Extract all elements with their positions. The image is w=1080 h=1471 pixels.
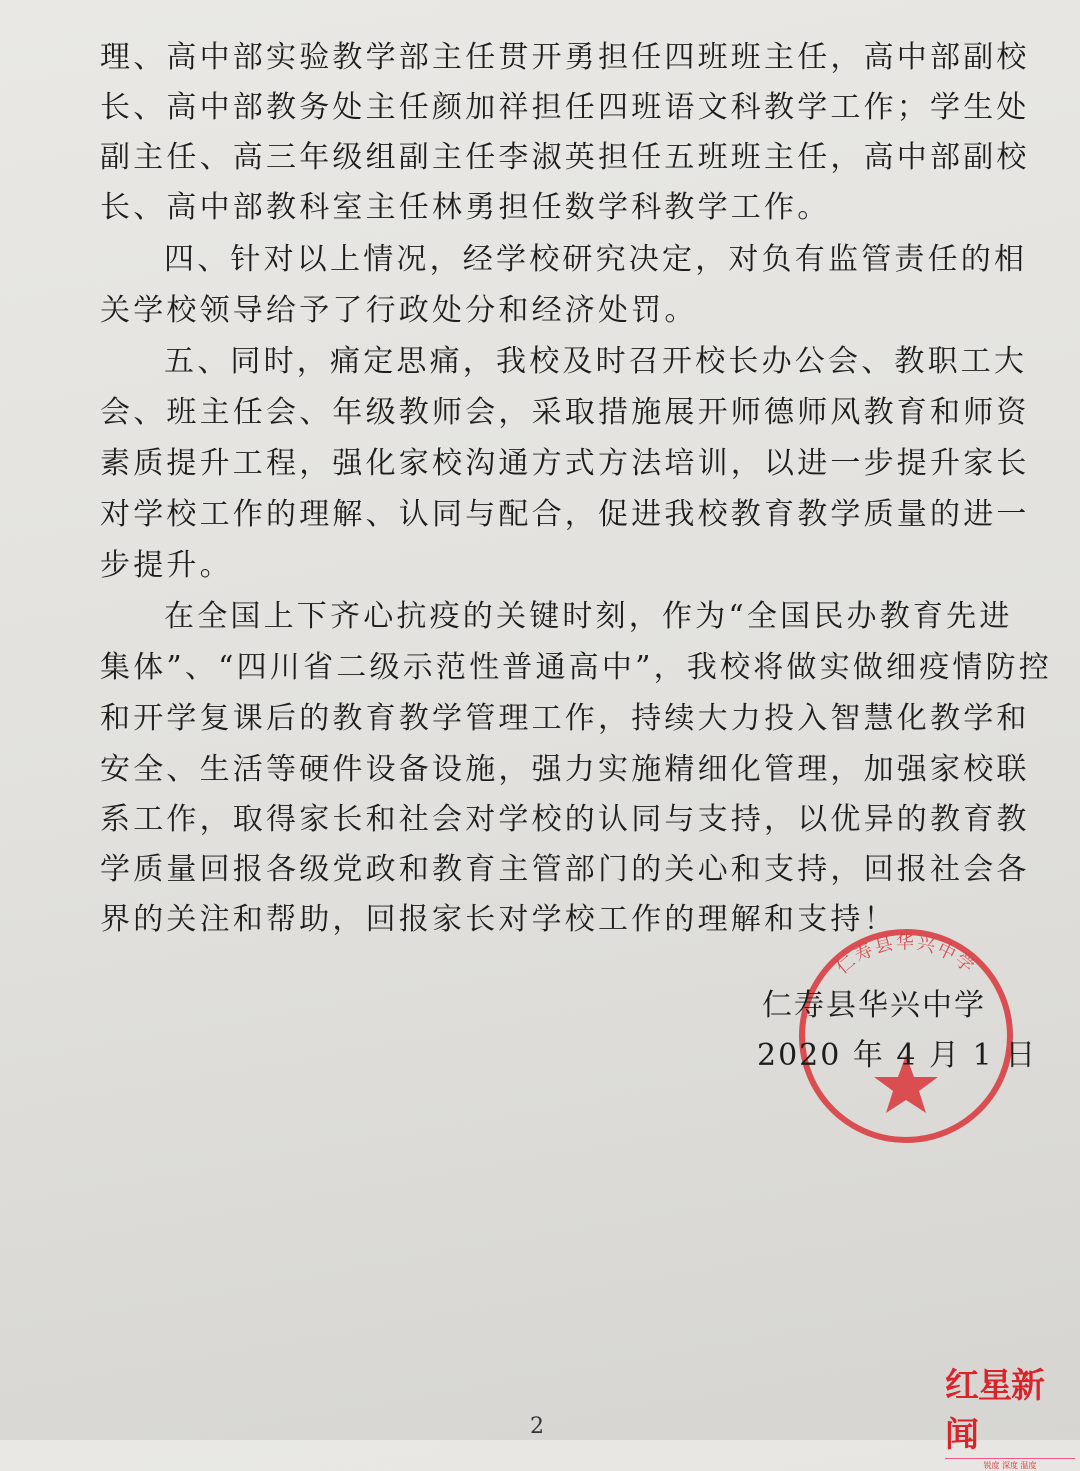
signature-date: 2020 年 4 月 1 日 [757, 1038, 1038, 1073]
text-line: 会、班主任会、年级教师会，采取措施展开师德师风教育和师资 [100, 395, 1030, 430]
seal-text: 仁寿县华兴中学 [832, 932, 980, 979]
text-line: 在全国上下齐心抗疫的关键时刻，作为“全国民办教育先进 [164, 599, 1013, 634]
text-line: 素质提升工程，强化家校沟通方式方法培训，以进一步提升家长 [100, 446, 1030, 481]
text-line: 副主任、高三年级组副主任李淑英担任五班班主任，高中部副校 [100, 140, 1030, 175]
text-line: 理、高中部实验教学部主任贯开勇担任四班班主任，高中部副校 [100, 40, 1030, 75]
text-line: 和开学复课后的教育教学管理工作，持续大力投入智慧化教学和 [100, 701, 1030, 736]
text-line: 五、同时，痛定思痛，我校及时召开校长办公会、教职工大 [164, 344, 1028, 379]
watermark-brand: 红星新闻 [945, 1366, 1044, 1455]
text-line: 学质量回报各级党政和教育主管部门的关心和支持，回报社会各 [100, 852, 1030, 887]
text-line: 系工作，取得家长和社会对学校的认同与支持，以优异的教育教 [100, 802, 1030, 837]
text-line: 集体”、“四川省二级示范性普通高中”，我校将做实做细疫情防控 [100, 650, 1053, 685]
watermark-logo [945, 1358, 1075, 1471]
text-line: 四、针对以上情况，经学校研究决定，对负有监管责任的相 [164, 242, 1028, 277]
text-line: 长、高中部教务处主任颜加祥担任四班语文科教学工作；学生处 [100, 90, 1030, 125]
text-line: 安全、生活等硬件设备设施，强力实施精细化管理，加强家校联 [100, 752, 1030, 787]
signature-org: 仁寿县华兴中学 [762, 988, 986, 1023]
text-line: 关学校领导给予了行政处分和经济处罚。 [100, 293, 698, 328]
text-line: 长、高中部教科室主任林勇担任数学科教学工作。 [100, 190, 831, 225]
page-number: 2 [530, 1414, 544, 1439]
text-line: 对学校工作的理解、认同与配合，促进我校教育教学质量的进一 [100, 497, 1030, 532]
watermark-tagline: 锐度 深度 温度 [945, 1458, 1075, 1471]
text-line: 界的关注和帮助，回报家长对学校工作的理解和支持！ [100, 902, 897, 937]
text-line: 步提升。 [100, 548, 233, 583]
